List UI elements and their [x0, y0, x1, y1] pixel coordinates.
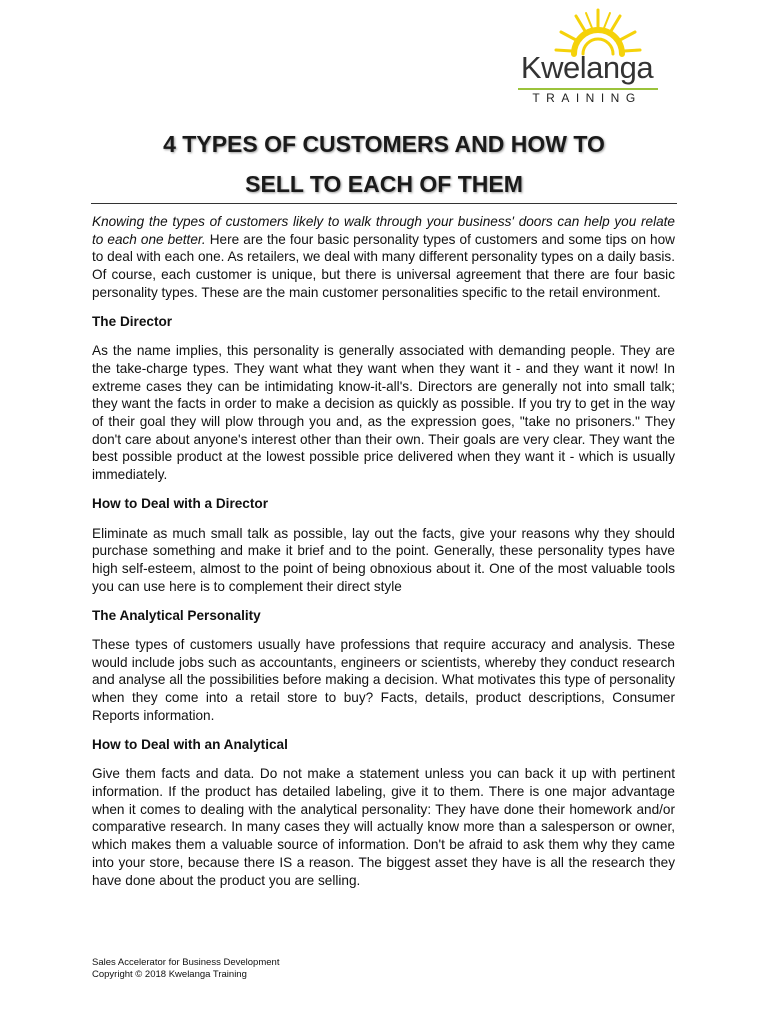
footer-copyright: Copyright © 2018 Kwelanga Training	[92, 968, 247, 980]
title-divider	[91, 203, 677, 204]
document-title	[92, 124, 676, 204]
section-heading-deal-analytical: How to Deal with an Analytical	[92, 737, 288, 753]
title-line-2: SELL TO EACH OF THEM	[245, 171, 523, 197]
intro-paragraph	[92, 213, 675, 302]
intro-text: Here are the four basic personality types of customers and some tips on how to deal with each one. As retailers, we deal with many different personality types on a daily basis. Of course, each customer is unique, but there is universal agreement that there are four basic personality types. These are the main customer personalities specific to the retail environment.	[92, 231, 675, 300]
section-heading-deal-director: How to Deal with a Director	[92, 496, 268, 512]
logo-subtitle: TRAINING	[532, 91, 642, 105]
document-body	[92, 213, 675, 901]
section-heading-analytical: The Analytical Personality	[92, 607, 261, 623]
section-body-deal-director: Eliminate as much small talk as possible, lay out the facts, give your reasons why they should purchase something and make it brief and to the point. Generally, these personality types have high self-esteem, almost to the point of being obnoxious about it. One of the most valuable tools you can use here is to complement their direct style	[92, 525, 675, 594]
page-footer	[92, 957, 492, 980]
footer-line-1: Sales Accelerator for Business Development	[92, 957, 280, 968]
intro-italic: Knowing the types of customers likely to walk through your business' doors can help you relate to each one better.	[92, 214, 675, 247]
kwelanga-logo	[512, 8, 662, 103]
section-heading-director: The Director	[92, 314, 173, 330]
section-body-director: As the name implies, this personality is generally associated with demanding people. They are the take-charge types. They want what they want when they want it - and they want it now! In extreme cases they can be intimidating know-it-all's. Directors are generally not into small talk; they want the facts in order to make a decision as quickly as possible. If you try to get in the way of their goal they will plow through you and, as the expression goes, "take no prisoners." They don't care about anyone's interest other than their own. Their goals are very clear. They want the best possible product at the lowest possible price delivered when they want it - which is usually immediately.	[92, 343, 675, 483]
section-body-deal-analytical: Give them facts and data. Do not make a statement unless you can back it up with pertinent information. If the product has detailed labeling, give it to them. There is one major advantage when it comes to dealing with the analytical personality: They have done their homework and/or comparative research. In many cases they will actually know more than a salesperson or owner, which makes them a valuable source of information. Don't be afraid to ask them why they came into your store, because there IS a reason. The biggest asset they have is all the research they have done about the product you are selling.	[92, 766, 675, 888]
logo-rule	[518, 88, 658, 90]
logo-wordmark: Kwelanga	[520, 50, 654, 85]
title-line-1: 4 TYPES OF CUSTOMERS AND HOW TO	[163, 131, 605, 157]
section-body-analytical: These types of customers usually have professions that require accuracy and analysis. These would include jobs such as accountants, engineers or scientists, whereby they conduct research and analyse all the possibilities before making a decision. What motivates this type of personality when they come into a retail store to buy? Facts, details, product descriptions, Consumer Reports information.	[92, 637, 675, 723]
